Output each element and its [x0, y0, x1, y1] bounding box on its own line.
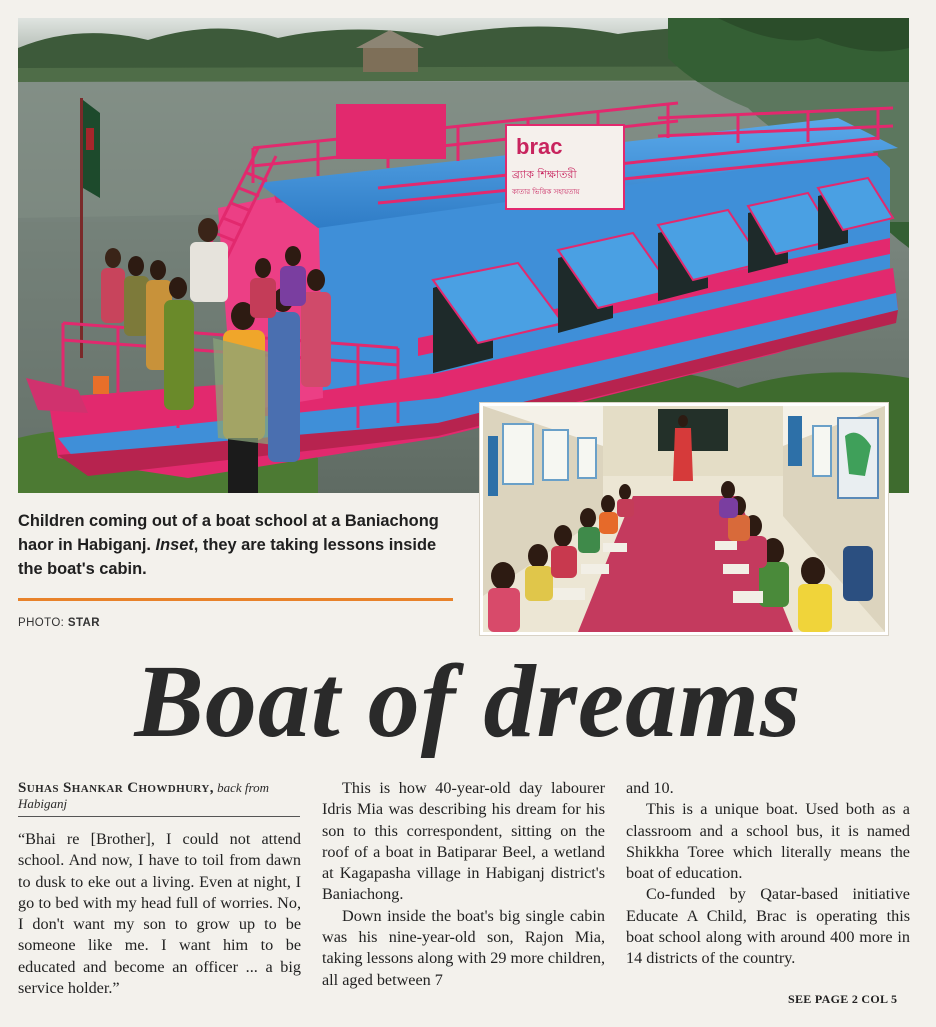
byline	[18, 780, 303, 812]
article-paragraph: and 10.	[626, 779, 674, 797]
article-column-1	[18, 829, 301, 999]
article-paragraph: “Bhai re [Brother], I could not attend school. And now, I have to toil from dawn to dusk to eke out a living. Even at night, I go to bed with my head full of worries. No, I don't want my son to grow up to be someone like me. I want him to be educated and become an officer ... a big service holder.”	[18, 830, 301, 998]
credit-source: STAR	[67, 617, 100, 629]
blackboard	[658, 409, 728, 451]
byline-author: Suhas Shankar Chowdhury,	[18, 780, 214, 796]
caption-part2: , they are taking lessons inside the boat's cabin.	[18, 536, 437, 578]
brac-small-text: কাতার ভিত্তিক সহায়তায়	[512, 188, 580, 196]
credit-label: PHOTO:	[18, 617, 68, 629]
byline-location: back from Habiganj	[18, 780, 269, 811]
caption-part1: Children coming out of a boat school at a Baniachong haor in Habiganj.	[18, 512, 439, 554]
byline-divider	[18, 816, 300, 817]
caption-inset-word: Inset	[155, 536, 194, 554]
continued-on-link[interactable]: SEE PAGE 2 COL 5	[788, 992, 898, 1006]
photo-credit	[18, 617, 100, 629]
article-paragraph: Co-funded by Qatar-based initiative Educate A Child, Brac is operating this boat school along with around 400 more in 14 districts of the country.	[626, 885, 910, 968]
article-paragraph: This is how 40-year-old day labourer Idris Mia was describing his dream for his son to this correspondent, sitting on the roof of a boat in Batiparar Beel, a wetland at Kagapasha village in Habiganj district's Baniachong.	[322, 779, 605, 904]
caption-divider	[18, 598, 453, 601]
inset-photo	[480, 403, 888, 635]
brac-logo-text: brac	[516, 134, 563, 159]
article-column-3	[626, 778, 910, 970]
classroom-photo	[483, 406, 885, 632]
photo-caption	[18, 509, 458, 581]
article-paragraph: This is a unique boat. Used both as a classroom and a school bus, it is named Shikkha Toree which literally means the boat of education.	[626, 800, 910, 883]
article-column-2	[322, 778, 605, 991]
brac-bengali-text: ব্র্যাক শিক্ষাতরী	[512, 168, 577, 181]
headline: Boat of dreams	[134, 644, 802, 759]
article-paragraph: Down inside the boat's big single cabin was his nine-year-old son, Rajon Mia, taking lessons along with 29 more children, all aged between 7	[322, 906, 605, 989]
